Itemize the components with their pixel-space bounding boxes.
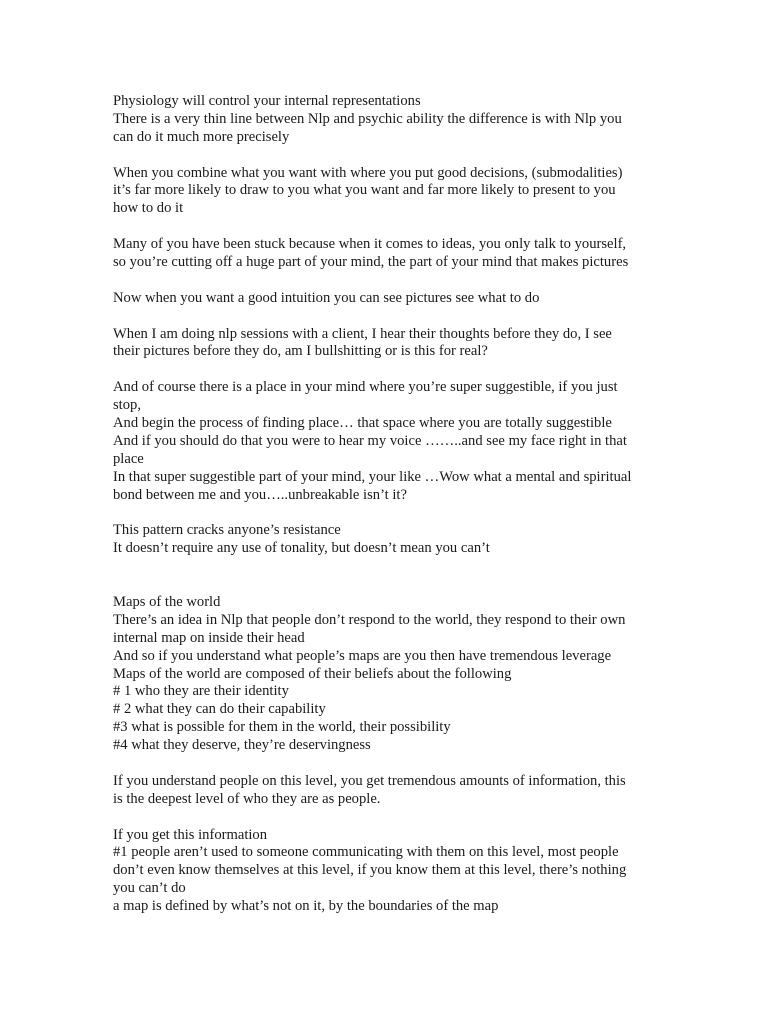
text-line: Many of you have been stuck because when it comes to ideas, you only talk to yourself, — [113, 236, 627, 253]
text-line: how to do it — [113, 200, 184, 217]
blank-line — [113, 308, 653, 326]
text-line: And if you should do that you were to hear my voice ……..and see my face right in that — [113, 432, 627, 449]
text-line: you can’t do — [113, 880, 186, 897]
text-line: is the deepest level of who they are as people. — [113, 790, 381, 807]
text-line: Now when you want a good intuition you can see pictures see what to do — [113, 289, 540, 306]
text-line: # 1 who they are their identity — [113, 683, 289, 700]
blank-line — [113, 218, 653, 236]
text-line: # 2 what they can do their capability — [113, 701, 326, 718]
text-line: It doesn’t require any use of tonality, but doesn’t mean you can’t — [113, 540, 490, 557]
text-line: stop, — [113, 397, 141, 414]
text-line: Physiology will control your internal representations — [113, 93, 421, 109]
text-line: This pattern cracks anyone’s resistance — [113, 522, 341, 539]
text-line: And begin the process of finding place… that space where you are totally suggestible — [113, 415, 612, 432]
text-line: #4 what they deserve, they’re deservingness — [113, 737, 371, 754]
text-line: internal map on inside their head — [113, 629, 305, 646]
text-line: #1 people aren’t used to someone communicating with them on this level, most people — [113, 844, 619, 861]
text-line: If you understand people on this level, you get tremendous amounts of information, this — [113, 772, 626, 789]
document-page — [113, 93, 653, 916]
text-line: so you’re cutting off a huge part of your mind, the part of your mind that makes pictures — [113, 254, 629, 271]
text-line: There’s an idea in Nlp that people don’t respond to the world, they respond to their own — [113, 611, 626, 628]
text-line: And of course there is a place in your mind where you’re super suggestible, if you just — [113, 379, 618, 396]
blank-line — [113, 558, 653, 576]
text-line: Maps of the world are composed of their beliefs about the following — [113, 665, 512, 682]
blank-line — [113, 272, 653, 290]
text-line: a map is defined by what’s not on it, by the boundaries of the map — [113, 898, 499, 915]
text-line: don’t even know themselves at this level, if you know them at this level, there’s nothing — [113, 862, 627, 879]
text-line: If you get this information — [113, 826, 268, 843]
text-line: When I am doing nlp sessions with a client, I hear their thoughts before they do, I see — [113, 325, 612, 342]
blank-line — [113, 809, 653, 827]
blank-line — [113, 147, 653, 165]
blank-line — [113, 576, 653, 594]
blank-line — [113, 361, 653, 379]
text-line: bond between me and you…..unbreakable isn’t it? — [113, 486, 407, 503]
text-line: And so if you understand what people’s maps are you then have tremendous leverage — [113, 647, 612, 664]
text-line: can do it much more precisely — [113, 128, 290, 145]
text-line: #3 what is possible for them in the world, their possibility — [113, 719, 451, 736]
blank-line — [113, 755, 653, 773]
text-line: There is a very thin line between Nlp and psychic ability the difference is with Nlp you — [113, 110, 622, 127]
text-line: When you combine what you want with where you put good decisions, (submodalities) — [113, 164, 623, 181]
text-line: place — [113, 450, 144, 467]
text-line: their pictures before they do, am I bullshitting or is this for real? — [113, 343, 488, 360]
text-line: it’s far more likely to draw to you what you want and far more likely to present to you — [113, 182, 616, 199]
blank-line — [113, 504, 653, 522]
text-line: In that super suggestible part of your mind, your like …Wow what a mental and spiritual — [113, 468, 632, 485]
text-line: Maps of the world — [113, 593, 221, 610]
